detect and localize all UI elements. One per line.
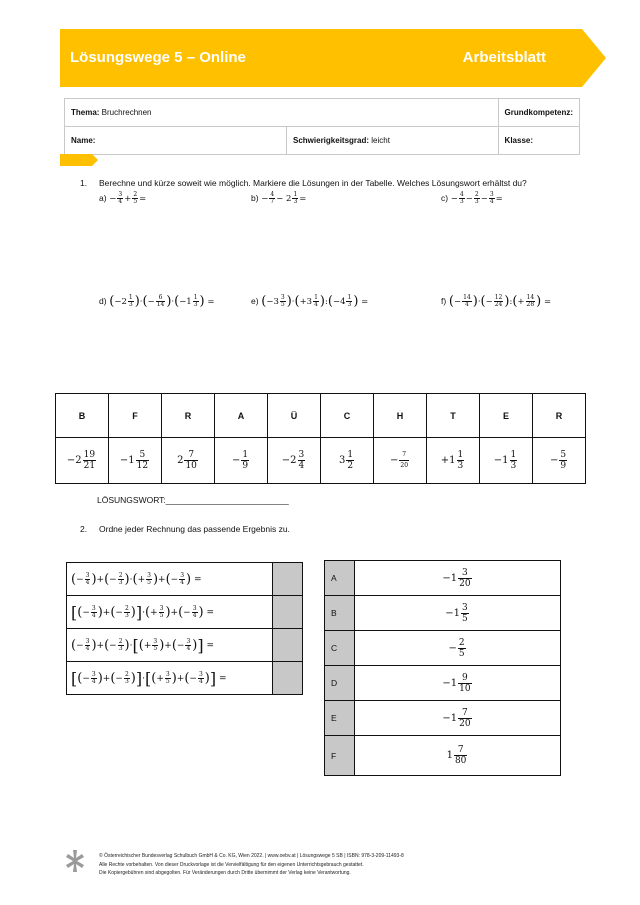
answer-box[interactable] xyxy=(273,662,303,695)
info-table xyxy=(64,98,580,155)
result-key: E xyxy=(325,701,355,736)
value-cell[interactable]: −1 $\frac{1}{3}$ xyxy=(480,438,533,484)
value-cell[interactable]: −2 $\frac{3}{4}$ xyxy=(268,438,321,484)
klasse-cell: Klasse: xyxy=(498,127,579,155)
letter-cell: B xyxy=(56,394,109,438)
footer-copyright: © Österreichischer Bundesverlag Schulbuch GmbH & Co. KG, Wien 2022. | www.oebv.at | Lösungswege 5 SB | ISBN: 978-3-209-11493-8 xyxy=(99,853,404,859)
footer-text xyxy=(99,852,404,878)
task2-number: 2. xyxy=(80,524,88,534)
value-cell[interactable]: 2 $\frac{7}{10}$ xyxy=(162,438,215,484)
letter-cell: H xyxy=(374,394,427,438)
value-cell[interactable]: − $\frac{7}{20}$ xyxy=(374,438,427,484)
letter-cell: Ü xyxy=(268,394,321,438)
result-key: F xyxy=(325,736,355,776)
result-key: D xyxy=(325,666,355,701)
answer-box[interactable] xyxy=(273,629,303,662)
result-key: A xyxy=(325,561,355,596)
value-cell[interactable]: −1 $\frac{5}{12}$ xyxy=(109,438,162,484)
header-banner xyxy=(60,29,606,87)
letter-cell: R xyxy=(162,394,215,438)
result-value: −1 $\frac{3}{20}$ xyxy=(355,561,561,596)
task1-number: 1. xyxy=(80,178,88,188)
calculation-1: (− $\frac{3}{4}$ )+(− $\frac{2}{3}$ )·(+ $\frac{3}{5}$ )+(− $\frac{3}{4}$ ) = xyxy=(67,563,273,596)
result-value: −1 $\frac{9}{10}$ xyxy=(355,666,561,701)
thema-cell: Thema: Bruchrechnen xyxy=(65,99,499,127)
calculation-4: [(− $\frac{3}{4}$ )+(− $\frac{2}{3}$ )]·[(+ $\frac{3}{5}$ )+(− $\frac{3}{4}$ )] = xyxy=(67,662,273,695)
calculation-2: [(− $\frac{3}{4}$ )+(− $\frac{2}{3}$ )]·(+ $\frac{3}{5}$ )+(− $\frac{3}{4}$ ) = xyxy=(67,596,273,629)
exercise-a: a) − $\frac{3}{4}$ + $\frac{2}{5}$ = xyxy=(99,191,147,205)
section-tab xyxy=(60,154,98,166)
letter-cell: C xyxy=(321,394,374,438)
calculation-3: (− $\frac{3}{4}$ )+(− $\frac{2}{3}$ )·[(+ $\frac{3}{5}$ )+(− $\frac{3}{4}$ )] = xyxy=(67,629,273,662)
result-value: −1 $\frac{3}{5}$ xyxy=(355,596,561,631)
exercise-e: e) (−3 $\frac{3}{5}$ )·(+3 $\frac{1}{4}$ ):(−4 $\frac{1}{3}$ ) = xyxy=(251,294,369,309)
name-cell: Name: xyxy=(65,127,287,155)
worksheet-type: Arbeitsblatt xyxy=(462,49,546,66)
value-cell[interactable]: − $\frac{5}{9}$ xyxy=(533,438,586,484)
value-cell[interactable]: +1 $\frac{1}{3}$ xyxy=(427,438,480,484)
exercise-c: c) − $\frac{4}{3}$ − $\frac{2}{3}$ − $\frac{3}{4}$ = xyxy=(441,191,503,205)
letter-cell: T xyxy=(427,394,480,438)
publisher-logo-icon xyxy=(62,848,88,874)
letter-cell: R xyxy=(533,394,586,438)
loesungswort-line: LÖSUNGSWORT:__________________________ xyxy=(97,495,289,505)
letter-cell: E xyxy=(480,394,533,438)
worksheet-title: Lösungswege 5 – Online xyxy=(70,49,246,66)
exercise-b: b) − $\frac{4}{7}$ − 2 $\frac{1}{3}$ = xyxy=(251,191,307,205)
result-key: B xyxy=(325,596,355,631)
value-cell[interactable]: −2 $\frac{19}{21}$ xyxy=(56,438,109,484)
schwierigkeit-cell: Schwierigkeitsgrad: leicht xyxy=(287,127,499,155)
answer-box[interactable] xyxy=(273,563,303,596)
answer-box[interactable] xyxy=(273,596,303,629)
result-value: − $\frac{2}{5}$ xyxy=(355,631,561,666)
footer-rights: Alle Rechte vorbehalten. Von dieser Druckvorlage ist die Vervielfältigung für den eigenen Unterrichtsgebrauch gestattet. xyxy=(99,861,364,868)
grundkompetenz-cell: Grundkompetenz: xyxy=(498,99,579,127)
footer-fees: Die Kopiergebühren sind abgegolten. Für Veränderungen durch Dritte übernimmt der Verlag keine Verantwortung. xyxy=(99,870,351,876)
exercise-d: d) (−2 $\frac{1}{3}$ )·(− $\frac{6}{14}$ )·(−1 $\frac{1}{3}$ ) = xyxy=(99,294,215,309)
calculation-table xyxy=(66,562,303,695)
task1-text: Berechne und kürze soweit wie möglich. Markiere die Lösungen in der Tabelle. Welches Lösungswort erhältst du? xyxy=(99,178,527,188)
letter-cell: A xyxy=(215,394,268,438)
result-value: 1 $\frac{7}{80}$ xyxy=(355,736,561,776)
task2-text: Ordne jeder Rechnung das passende Ergebnis zu. xyxy=(99,524,290,534)
result-key: C xyxy=(325,631,355,666)
letter-cell: F xyxy=(109,394,162,438)
value-cell[interactable]: − $\frac{1}{9}$ xyxy=(215,438,268,484)
value-cell[interactable]: 3 $\frac{1}{2}$ xyxy=(321,438,374,484)
solution-table xyxy=(55,393,586,484)
results-table xyxy=(324,560,561,776)
result-value: −1 $\frac{7}{20}$ xyxy=(355,701,561,736)
exercise-f: f) (− $\frac{14}{4}$ )·(− $\frac{12}{24}$ ):(+ $\frac{14}{28}$ ) = xyxy=(441,294,552,309)
